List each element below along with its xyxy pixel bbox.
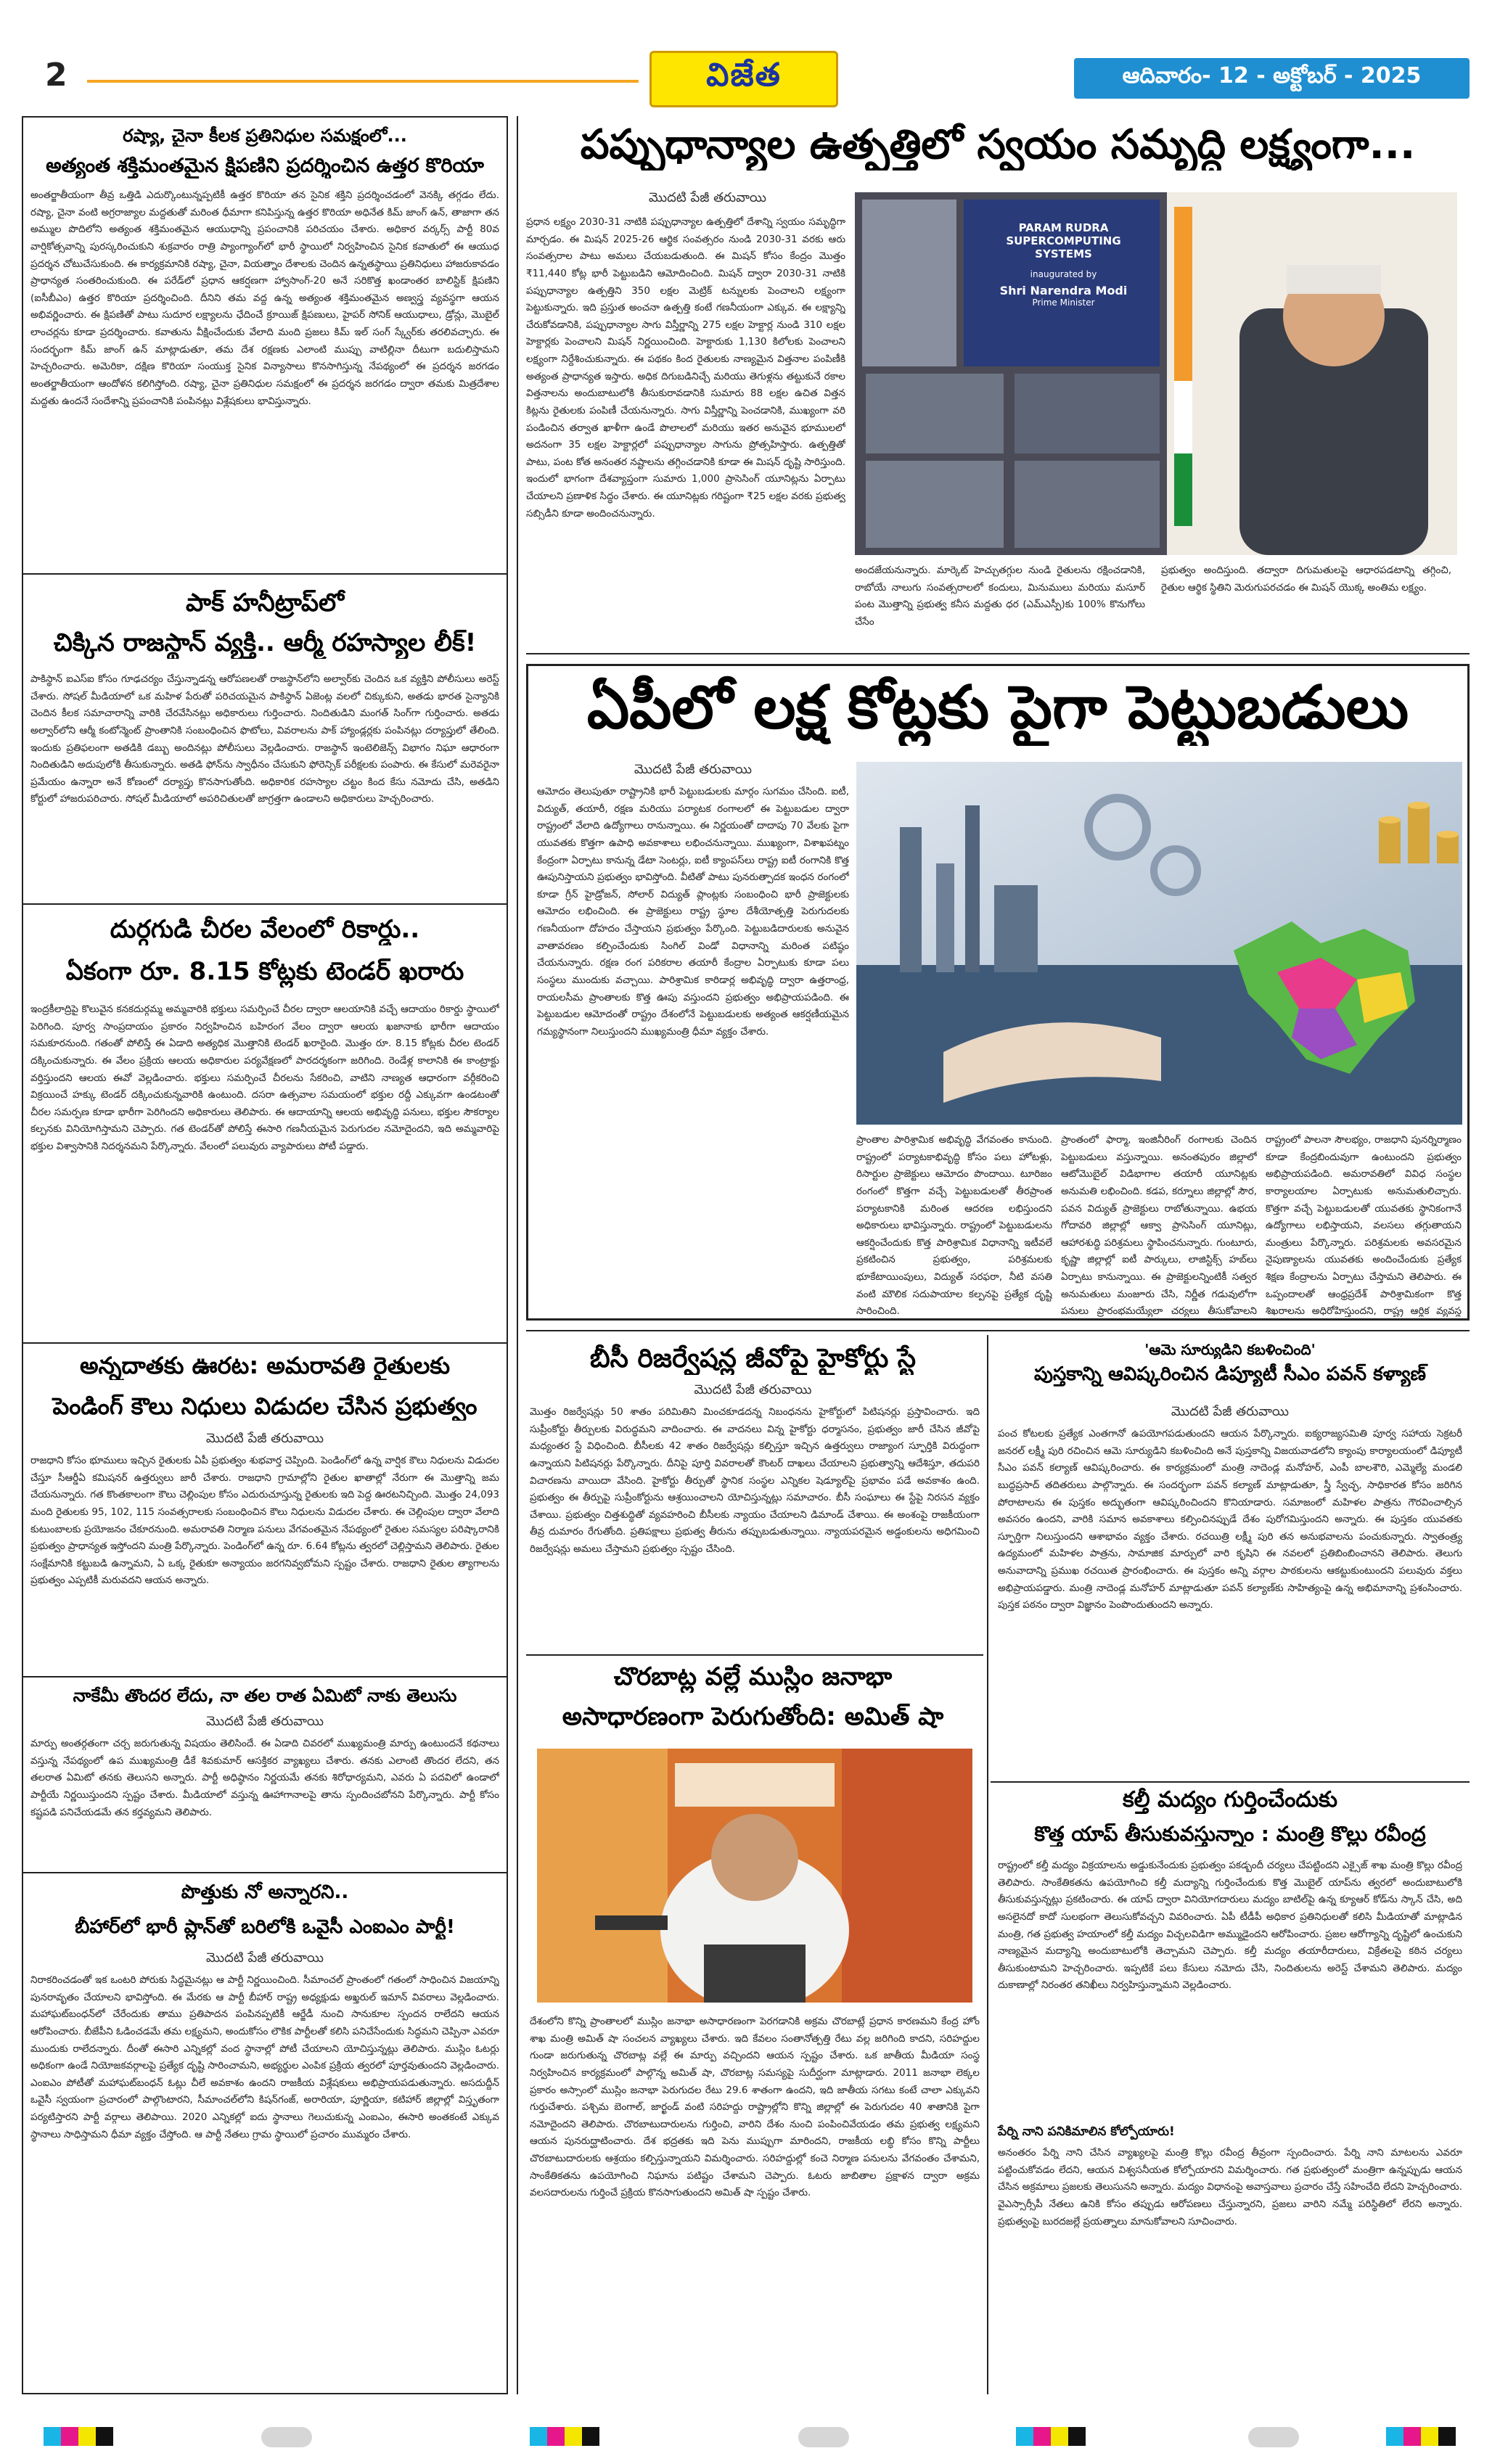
article-body: నిరాకరించడంతో ఇక ఒంటరి పోరుకు సిద్ధమైనట్లు ఆ పార్టీ నిర్ణయించింది. సీమాంచల్ ప్రాంతంలో గతంలో సాధించిన విజయాన్ని పునరావృతం చేయాలని భావిస్తోంది. ఈ మేరకు ఆ పార్టీ బీహార్ రాష్ట్ర అధ్యక్షుడు అఖ్తరుల్ ఇమాన్ వివరాలు వెల్లడించారు. మహాఘట్‌బంధన్‌లో చేరేందుకు తాము ప్రతిపాదన పంపినప్పటికీ ఆర్జేడీ నుంచి సానుకూల స్పందన రాలేదని ఆయన ఆరోపించారు. బీజేపీని ఓడించడమే తమ లక్ష్యమని, అందుకోసం లౌకిక పార్టీలతో కలిసి పనిచేసేందుకు సిద్ధమని చెప్పినా ఎవరూ ముందుకు రాలేదన్నారు. దీంతో ఈసారి ఎన్నికల్లో వంద స్థానాల్లో పోటీ చేయాలని యోచిస్తున్నట్లు తెలిపారు. ముస్లిం ఓటర్లు అధికంగా ఉండే నియోజకవర్గాలపై ప్రత్యేక దృష్టి సారించామని, అభ్యర్థుల ఎంపిక ప్రక్రియ త్వరలో పూర్తవుతుందని వెల్లడించారు. ఎంఐఎం పోటీతో మహాఘట్‌బంధన్ ఓట్లు చీలే అవకాశం ఉందని రాజకీయ విశ్లేషకులు అభిప్రాయపడుతున్నారు. అసదుద్దీన్ ఒవైసీ స్వయంగా ప్రచారంలో పాల్గొంటారని, సీమాంచల్‌లోని కిషన్‌గంజ్, అరారియా, పూర్ణియా, కటిహార్ జిల్లాల్లో విస్తృతంగా పర్యటిస్తారని పార్టీ వర్గాలు తెలిపాయి. 2020 ఎన్నికల్లో ఐదు స్థానాలు గెలుచుకున్న ఎంఐఎం, ఈసారి అంతకంటే ఎక్కువ స్థానాలు సాధిస్తామని ధీమా వ్యక్తం చేస్తోంది. ఆ పార్టీ నేతలు గ్రామ స్థాయిలో ప్రచారం ముమ్మరం చేశారు. xyxy=(30,1974,499,2140)
article-body: మొత్తం రిజర్వేషన్లు 50 శాతం పరిమితిని మించకూడదన్న నిబంధనను హైకోర్టులో పిటిషనర్లు ప్రస్తావించారు. ఇది సుప్రీంకోర్టు తీర్పులకు విరుద్ధమని వాదించారు. ఈ వాదనలు విన్న హైకోర్టు ధర్మాసనం, ప్రభుత్వం జారీ చేసిన జీవోపై మధ్యంతర స్టే విధించింది. బీసీలకు 42 శాతం రిజర్వేషన్లు కల్పిస్తూ ఇచ్చిన ఉత్తర్వులు రాజ్యాంగ స్ఫూర్తికి విరుద్ధంగా ఉన్నాయని పిటిషనర్లు పేర్కొన్నారు. దీనిపై పూర్తి వివరాలతో కౌంటర్ దాఖలు చేయాలని ప్రభుత్వాన్ని ఆదేశిస్తూ, తదుపరి విచారణను వాయిదా వేసింది. హైకోర్టు తీర్పుతో స్థానిక సంస్థల ఎన్నికల షెడ్యూల్‌పై ప్రభావం పడే అవకాశం ఉంది. ప్రభుత్వం ఈ తీర్పుపై సుప్రీంకోర్టును ఆశ్రయించాలని యోచిస్తున్నట్లు సమాచారం. బీసీ సంఘాలు ఈ స్టేపై నిరసన వ్యక్తం చేశాయి. ప్రభుత్వం చిత్తశుద్ధితో వ్యవహరించి బీసీలకు న్యాయం చేయాలని డిమాండ్ చేశాయి. ఈ అంశంపై రాజకీయంగా తీవ్ర దుమారం రేగుతోంది. ప్రతిపక్షాలు ప్రభుత్వ తీరును తప్పుబడుతున్నాయి. న్యాయపరమైన అడ్డంకులను అధిగమించి రిజర్వేషన్లు అమలు చేస్తామని ప్రభుత్వం స్పష్టం చేసింది. xyxy=(530,1406,980,1555)
article-divider xyxy=(526,1654,983,1656)
headline[interactable]: అసాధారణంగా పెరుగుతోంది: అమిత్ షా xyxy=(562,1702,944,1731)
kicker: రష్యా, చైనా కీలక ప్రతినిధుల సమక్షంలో... xyxy=(123,126,407,146)
byline: మొదటి పేజీ తరువాయి xyxy=(205,1950,324,1966)
amit-shah-illustration xyxy=(537,1749,972,2003)
byline: మొదటి పేజీ తరువాయి xyxy=(1171,1404,1290,1419)
article-divider xyxy=(991,1781,1470,1783)
byline: మొదటి పేజీ తరువాయి xyxy=(205,1431,324,1446)
article-body: రాష్ట్రంలో పాలనా సౌలభ్యం, రాజధాని పునర్నిర్మాణం కూడా కేంద్రబిందువుగా ఉంటుందని ప్రభుత్వం అభిప్రాయపడింది. అమరావతిలో వివిధ సంస్థల కార్యాలయాల ఏర్పాటుకు అనుమతులిచ్చారు. కొత్తగా వచ్చే పెట్టుబడులతో యువతకు స్థానికంగానే ఉద్యోగాలు లభిస్తాయని, వలసలు తగ్గుతాయని మంత్రులు పేర్కొన్నారు. పరిశ్రమలకు అవసరమైన నైపుణ్యాలను యువతకు అందించేందుకు ప్రత్యేక శిక్షణ కేంద్రాలను ఏర్పాటు చేస్తామని తెలిపారు. ఈ ఒప్పందాలతో ఆంధ్రప్రదేశ్ పారిశ్రామికంగా కొత్త శిఖరాలను అధిరోహిస్తుందని, రాష్ట్ర ఆర్థిక వ్యవస్థ xyxy=(1266,1134,1462,1317)
headline[interactable]: పాక్ హనీట్రాప్‌లో xyxy=(185,588,345,617)
article-body: అందజేయనున్నారు. మార్కెట్ హెచ్చుతగ్గుల నుండి రైతులను రక్షించడానికి, రాబోయే నాలుగు సంవత్సరాలలో కందులు, మినుములు మరియు మసూర్ పంట మొత్తాన్ని ప్రభుత్వ కనీస మద్దతు ధర (ఎమ్ఎస్పీ)కు 100% కొనుగోలు చేసేం xyxy=(855,564,1145,628)
color-registration-bar xyxy=(530,2427,599,2446)
color-registration-bar xyxy=(1386,2427,1456,2446)
byline: మొదటి పేజీ తరువాయి xyxy=(648,190,767,205)
article-body: ఇంద్రకీలాద్రిపై కొలువైన కనకదుర్గమ్మ అమ్మవారికి భక్తులు సమర్పించే చీరల ద్వారా ఆలయానికి వచ్చే ఆదాయం రికార్డు స్థాయిలో పెరిగింది. పూర్వ సాంప్రదాయం ప్రకారం నిర్వహించిన బహిరంగ వేలం ద్వారా ఆలయ ఖజానాకు భారీగా ఆదాయం సమకూరనుంది. గతంతో పోలిస్తే ఈ ఏడాది అత్యధిక మొత్తానికి టెండర్ ఖరారైంది. మొత్తం రూ. 8.15 కోట్లకు చీరల టెండర్ దక్కించుకున్నారు. ఈ వేలం ప్రక్రియ ఆలయ అధికారుల పర్యవేక్షణలో పారదర్శకంగా జరిగింది. రెండేళ్ల కాలానికి ఈ కాంట్రాక్టు వర్తిస్తుందని ఆలయ ఈవో వెల్లడించారు. భక్తులు సమర్పించే చీరలను సేకరించి, వాటిని నాణ్యత ఆధారంగా వర్గీకరించి విక్రయించే హక్కు టెండర్ దక్కించుకున్నవారికి ఉంటుంది. దసరా ఉత్సవాల సమయంలో భక్తుల రద్దీ ఎక్కువగా ఉండటంతో చీరల సమర్పణ కూడా భారీగా పెరిగిందని అధికారులు తెలిపారు. ఈ ఆదాయాన్ని ఆలయ అభివృద్ధి పనులు, భక్తుల సౌకర్యాల కల్పనకు వినియోగిస్తామని చెప్పారు. గత టెండర్‌తో పోలిస్తే ఈసారి గణనీయమైన పెరుగుదల నమోదైందని, ఇది అమ్మవారిపై భక్తుల విశ్వాసానికి నిదర్శనమని పేర్కొన్నారు. వేలంలో పలువురు వ్యాపారులు పోటీ పడ్డారు. xyxy=(30,1003,499,1152)
headline[interactable]: చిక్కిన రాజస్థాన్ వ్యక్తి.. ఆర్మీ రహస్యాల లీక్! xyxy=(53,628,477,657)
article-body: ఆమోదం తెలుపుతూ రాష్ట్రానికి భారీ పెట్టుబడులకు మార్గం సుగమం చేసింది. ఐటీ, విద్యుత్, తయారీ, రక్షణ మరియు పర్యాటక రంగాలలో ఈ పెట్టుబడుల ద్వారా రాష్ట్రంలో వేలాది ఉద్యోగాలు రానున్నాయి. ఈ నిర్ణయంతో దాదాపు 70 వేలకు పైగా యువతకు కొత్తగా ఉపాధి అవకాశాలు లభించనున్నాయి. ముఖ్యంగా, విశాఖపట్నం కేంద్రంగా ఏర్పాటు కానున్న డేటా సెంటర్లు, ఐటీ క్యాంపస్‌లు రాష్ట్ర ఐటీ రంగానికి కొత్త ఊపునిస్తాయని ప్రభుత్వం భావిస్తోంది. వీటితో పాటు పునరుత్పాదక ఇంధన రంగంలో కూడా గ్రీన్ హైడ్రోజన్, సోలార్ విద్యుత్ ప్లాంట్లకు సంబంధించి భారీ ప్రాజెక్టులకు ఆమోదం లభించింది. ఈ ప్రాజెక్టులు రాష్ట్ర స్థూల దేశీయోత్పత్తి పెరుగుదలకు గణనీయంగా దోహదం చేస్తాయని ప్రభుత్వం పేర్కొంది. పెట్టుబడిదారులకు అనువైన వాతావరణం కల్పించేందుకు సింగిల్ విండో విధానాన్ని మరింత పటిష్ఠం చేయనున్నారు. రక్షణ రంగ పరికరాల తయారీ కేంద్రాల ఏర్పాటుకు కూడా పలు సంస్థలు ముందుకు వచ్చాయి. పారిశ్రామిక కారిడార్ల అభివృద్ధి ద్వారా ఉత్తరాంధ్ర, రాయలసీమ ప్రాంతాలకు కొత్త ఊపు వస్తుందని ప్రభుత్వం అభిప్రాయపడింది. ఈ పెట్టుబడుల ఆమోదంతో రాష్ట్రం దేశంలోనే పెట్టుబడులకు అత్యంత ఆకర్షణీయమైన గమ్యస్థానంగా నిలుస్తుందని ముఖ్యమంత్రి ధీమా వ్యక్తం చేశారు. xyxy=(537,786,849,1038)
header-rule-left xyxy=(87,80,639,83)
photo-banner xyxy=(982,221,1145,308)
investment-photo[interactable] xyxy=(856,762,1462,1125)
article-body: దేశంలోని కొన్ని ప్రాంతాలలో ముస్లిం జనాభా అసాధారణంగా పెరగడానికి అక్రమ చొరబాట్లే ప్రధాన కారణమని కేంద్ర హోం శాఖ మంత్రి అమిత్ షా సంచలన వ్యాఖ్యలు చేశారు. ఇది కేవలం సంతానోత్పత్తి రేటు వల్ల జరిగింది కాదని, సరిహద్దుల గుండా జరుగుతున్న చొరబాట్ల వల్లే ఈ మార్పు వచ్చిందని ఆయన స్పష్టం చేశారు. ఒక జాతీయ మీడియా సంస్థ నిర్వహించిన కార్యక్రమంలో పాల్గొన్న అమిత్ షా, చొరబాట్ల సమస్యపై సుదీర్ఘంగా మాట్లాడారు. 2011 జనాభా లెక్కల ప్రకారం అస్సాంలో ముస్లిం జనాభా పెరుగుదల రేటు 29.6 శాతంగా ఉందని, ఇది జాతీయ సగటు కంటే చాలా ఎక్కువని గుర్తుచేశారు. పశ్చిమ బెంగాల్, జార్ఖండ్ వంటి సరిహద్దు రాష్ట్రాల్లోని కొన్ని జిల్లాల్లో ఈ పెరుగుదల 40 శాతానికి పైగా నమోదైందని తెలిపారు. చొరబాటుదారులను గుర్తించి, వారిని దేశం నుంచి పంపించివేయడం తమ ప్రభుత్వ లక్ష్యమని ఆయన పునరుద్ఘాటించారు. దేశ భద్రతకు ఇది పెను ముప్పుగా మారిందని, రాజకీయ లబ్ధి కోసం కొన్ని పార్టీలు చొరబాటుదారులకు ఆశ్రయం కల్పిస్తున్నాయని విమర్శించారు. సరిహద్దుల్లో కంచె నిర్మాణ పనులను వేగవంతం చేశామని, సాంకేతికతను ఉపయోగించి నిఘాను పటిష్టం చేశామని చెప్పారు. ఓటరు జాబితాల ప్రక్షాళన ద్వారా అక్రమ వలసదారులను గుర్తించే ప్రక్రియ కొనసాగుతుందని అమిత్ షా స్పష్టం చేశారు. xyxy=(530,2016,980,2199)
kicker: 'ఆమె సూర్యుడిని కబళించింది' xyxy=(1144,1341,1316,1358)
article-body: ప్రభుత్వం అందిస్తుంది. తద్వారా దిగుమతులపై ఆధారపడటాన్ని తగ్గించి, రైతుల ఆర్థిక స్థితిని మెరుగుపరచడం ఈ మిషన్ యొక్క అంతిమ లక్ష్యం. xyxy=(1161,564,1451,594)
article-body: మార్పు అంతర్గతంగా చర్చ జరుగుతున్న విషయం తెలిసిందే. ఈ ఏడాది చివరలో ముఖ్యమంత్రి మార్పు ఉంటుందనే కథనాలు వస్తున్న నేపథ్యంలో ఉప ముఖ్యమంత్రి డీకే శివకుమార్ ఆసక్తికర వ్యాఖ్యలు చేశారు. తనకు ఎలాంటి తొందర లేదని, తన తలరాత ఏమిటో తనకు తెలుసని అన్నారు. పార్టీ అధిష్ఠానం నిర్ణయమే తనకు శిరోధార్యమని, ఎవరు ఏ పదవిలో ఉండాలో పార్టీయే నిర్ణయిస్తుందని స్పష్టం చేశారు. మీడియాలో వస్తున్న ఊహాగానాలపై తాను స్పందించబోనని పేర్కొన్నారు. పార్టీ కోసం కష్టపడి పనిచేయడమే తన కర్తవ్యమని తెలిపారు. xyxy=(30,1738,499,1818)
issue-date: ఆదివారం- 12 - అక్టోబర్ - 2025 xyxy=(1074,58,1470,99)
kicker: పొత్తుకు నో అన్నారని.. xyxy=(181,1881,349,1903)
masthead-logo[interactable] xyxy=(649,51,838,107)
registration-pill xyxy=(1248,2427,1299,2447)
headline[interactable]: చొరబాట్ల వల్లే ముస్లిం జనాభా xyxy=(613,1662,893,1691)
sub-kicker: పేర్ని నాని పనికిమాలిన కోల్పోయారు! xyxy=(998,2124,1175,2139)
article-body: రాష్ట్రంలో కల్తీ మద్యం విక్రయాలను అడ్డుకునేందుకు ప్రభుత్వం పకడ్బందీ చర్యలు చేపట్టిందని ఎక్సైజ్ శాఖ మంత్రి కొల్లు రవీంద్ర తెలిపారు. సాంకేతికతను ఉపయోగించి కల్తీ మద్యాన్ని గుర్తించేందుకు కొత్త మొబైల్ యాప్‌ను త్వరలో అందుబాటులోకి తీసుకువస్తున్నట్లు ప్రకటించారు. ఈ యాప్ ద్వారా వినియోగదారులు మద్యం బాటిల్‌పై ఉన్న క్యూఆర్ కోడ్‌ను స్కాన్ చేసి, అది అసలైనదో కాదో సులభంగా తెలుసుకోవచ్చని వివరించారు. ఏపీ టీడీపీ అధికార ప్రతినిధులతో కలిసి మీడియాతో మాట్లాడిన మంత్రి, గత ప్రభుత్వ హయాంలో కల్తీ మద్యం విచ్చలవిడిగా అమ్ముడైందని ఆరోపించారు. ప్రజల ఆరోగ్యాన్ని దృష్టిలో ఉంచుకుని నాణ్యమైన మద్యాన్ని అందుబాటులోకి తెచ్చామని చెప్పారు. కల్తీ మద్యం తయారీదారులు, విక్రేతలపై కఠిన చర్యలు తీసుకుంటామని హెచ్చరించారు. ఇప్పటికే పలు కేసులు నమోదు చేసి, నిందితులను అరెస్ట్ చేశామని తెలిపారు. మద్యం దుకాణాల్లో నిరంతర తనిఖీలు నిర్వహిస్తున్నామని వెల్లడించారు. xyxy=(998,1860,1462,1992)
byline: మొదటి పేజీ తరువాయి xyxy=(634,762,753,777)
column-divider xyxy=(517,116,518,2394)
headline[interactable]: కల్తీ మద్యం గుర్తించేందుకు xyxy=(1122,1787,1338,1812)
article-divider xyxy=(22,1342,508,1344)
section-divider xyxy=(526,1330,1470,1331)
color-registration-bar xyxy=(44,2427,113,2446)
pm-photo-illustration xyxy=(855,192,1457,555)
headline[interactable]: అన్నదాతకు ఊరట: అమరావతి రైతులకు xyxy=(79,1352,451,1379)
headline[interactable]: పెండింగ్ కౌలు నిధులు విడుదల చేసిన ప్రభుత్వం xyxy=(52,1392,478,1420)
article-divider xyxy=(22,573,508,575)
article-body: ప్రాంతంలో ఫార్మా, ఇంజినీరింగ్ రంగాలకు చెందిన పెట్టుబడులు వస్తున్నాయి. అనంతపురం జిల్లాలో ఆటోమొబైల్ విడిభాగాల తయారీ యూనిట్లకు అనుమతి లభించింది. కడప, కర్నూలు జిల్లాల్లో సౌర, పవన విద్యుత్ ప్రాజెక్టులు రాబోతున్నాయి. ఉభయ గోదావరి జిల్లాల్లో ఆక్వా ప్రాసెసింగ్ యూనిట్లు, ఆహారశుద్ధి పరిశ్రమలు స్థాపించనున్నారు. గుంటూరు, కృష్ణా జిల్లాల్లో ఐటీ పార్కులు, లాజిస్టిక్స్ హబ్‌లు ఏర్పాటు కానున్నాయి. ఈ ప్రాజెక్టులన్నింటికీ సత్వర అనుమతులు మంజూరు చేసి, నిర్ణీత గడువులోగా పనులు ప్రారంభమయ్యేలా చర్యలు తీసుకోవాలని xyxy=(1061,1134,1257,1317)
headline[interactable]: నాకేమీ తొందర లేదు, నా తల రాత ఏమిటో నాకు తెలుసు xyxy=(73,1685,457,1706)
masthead-text: విజేత xyxy=(706,57,782,94)
investment-illustration xyxy=(856,762,1462,1125)
photo-banner-role: Prime Minister xyxy=(1032,297,1095,308)
column-divider xyxy=(987,1335,988,2394)
headline[interactable]: పుస్తకాన్ని ఆవిష్కరించిన డిప్యూటీ సీఎం పవన్ కళ్యాణ్ xyxy=(1034,1363,1426,1385)
photo-banner-title: PARAM RUDRA SUPERCOMPUTING SYSTEMS xyxy=(1006,221,1121,260)
headline[interactable]: బీసీ రిజర్వేషన్ల జీవోపై హైకోర్టు స్టే xyxy=(589,1344,917,1373)
article-body: ప్రాంతాల పారిశ్రామిక అభివృద్ధి వేగవంతం కానుంది. రాష్ట్రంలో పర్యాటకాభివృద్ధి కోసం పలు హోటళ్లు, రిసార్టుల ప్రాజెక్టులు ఆమోదం పొందాయి. టూరిజం రంగంలో కొత్తగా వచ్చే పెట్టుబడులతో తీరప్రాంత పర్యాటకానికి మరింత ఆదరణ లభిస్తుందని అధికారులు భావిస్తున్నారు. రాష్ట్రంలో పెట్టుబడులను ఆకర్షించేందుకు కొత్త పారిశ్రామిక విధానాన్ని ఇటీవలే ప్రకటించిన ప్రభుత్వం, పరిశ్రమలకు భూకేటాయింపులు, విద్యుత్ సరఫరా, నీటి వసతి వంటి మౌలిక సదుపాయాల కల్పనపై ప్రత్యేక దృష్టి సారించింది. xyxy=(856,1134,1052,1317)
byline: మొదటి పేజీ తరువాయి xyxy=(205,1714,324,1729)
pm-event-photo[interactable] xyxy=(855,192,1457,555)
page-number: 2 xyxy=(45,57,67,94)
article-divider xyxy=(22,1676,508,1677)
article-body: అంతర్జాతీయంగా తీవ్ర ఒత్తిడి ఎదుర్కొంటున్నప్పటికీ ఉత్తర కొరియా తన సైనిక శక్తిని ప్రదర్శించడంలో వెనక్కి తగ్గడం లేదు. రష్యా, చైనా వంటి అగ్రరాజ్యాల మద్దతుతో మరింత ధీమాగా కనిపిస్తున్న ఉత్తర కొరియా అధినేత కిమ్ జాంగ్ ఉన్, తాజాగా తన అమ్ముల పొదిలోని అత్యంత శక్తిమంతమైన ఆయుధాన్ని ప్రపంచానికి పరిచయం చేశారు. అధికార వర్కర్స్ పార్టీ 80వ వార్షికోత్సవాన్ని పురస్కరించుకుని శుక్రవారం రాత్రి ప్యాంగ్యాంగ్‌లో భారీ స్థాయిలో నిర్వహించిన సైనిక కవాతులో ఈ ఆయుధ ప్రదర్శన చోటుచేసుకుంది. ఈ కార్యక్రమానికి రష్యా, చైనా, వియత్నాం దేశాలకు చెందిన ఉన్నతస్థాయి ప్రతినిధులు హాజరుకావడం ప్రాధాన్యత సంతరించుకుంది. ఈ పరేడ్‌లో ప్రధాన ఆకర్షణగా హ్వాసాంగ్-20 అనే సరికొత్త ఖండాంతర బాలిస్టిక్ క్షిపణిని (ఐసీబీఎం) ఉత్తర కొరియా ప్రదర్శించింది. దీనిని తమ వద్ద ఉన్న అత్యంత శక్తిమంతమైన అణ్వస్త్ర వ్యవస్థగా ఆయన అభివర్ణించారు. ఈ క్షిపణితో పాటు సుదూర లక్ష్యాలను ఛేదించే క్రూయిజ్ క్షిపణులు, హైపర్ సోనిక్ ఆయుధాలు, డ్రోన్లు, మొబైల్ లాంచర్లను కూడా ప్రదర్శించారు. కవాతును వీక్షించేందుకు వేలాది మంది ప్రజలు కిమ్ ఇల్ సంగ్ స్క్వేర్‌కు తరలివచ్చారు. ఈ సందర్భంగా కిమ్ జాంగ్ ఉన్ మాట్లాడుతూ, తమ దేశ రక్షణకు ఎలాంటి ముప్పు వాటిల్లినా దీటుగా బదులిస్తామని హెచ్చరించారు. అమెరికా, దక్షిణ కొరియా సంయుక్త సైనిక విన్యాసాలు కొనసాగిస్తున్న నేపథ్యంలో ఈ ప్రదర్శన జరగడం అంతర్జాతీయంగా ఆందోళన కలిగిస్తోంది. రష్యా, చైనా ప్రతినిధుల సమక్షంలో ఈ ప్రదర్శన జరగడం ద్వారా తమకు మిత్రదేశాల మద్దతు ఉందనే సందేశాన్ని ప్రపంచానికి పంపినట్లు విశ్లేషకులు భావిస్తున్నారు. xyxy=(30,189,499,407)
headline[interactable]: దుర్గగుడి చీరల వేలంలో రికార్డు.. xyxy=(110,915,420,944)
article-divider xyxy=(22,1872,508,1873)
section-divider xyxy=(526,653,1470,654)
byline: మొదటి పేజీ తరువాయి xyxy=(694,1382,812,1397)
article-body: రాజధాని కోసం భూములు ఇచ్చిన రైతులకు ఏపీ ప్రభుత్వం శుభవార్త చెప్పింది. పెండింగ్‌లో ఉన్న వార్షిక కౌలు నిధులను విడుదల చేస్తూ సీఆర్డీఏ కమిషనర్ ఉత్తర్వులు జారీ చేశారు. రాజధాని గ్రామాల్లోని రైతుల ఖాతాల్లో నేరుగా ఈ మొత్తాన్ని జమ చేయనున్నారు. గత కొంతకాలంగా కౌలు చెల్లింపుల కోసం ఎదురుచూస్తున్న రైతులకు ఇది పెద్ద ఊరటనిచ్చింది. మొత్తం 24,093 మంది రైతులకు 95, 102, 115 సంవత్సరాలకు సంబంధించిన కౌలు నిధులను విడుదల చేశారు. ఈ చెల్లింపుల ద్వారా వేలాది కుటుంబాలకు ప్రయోజనం చేకూరనుంది. అమరావతి నిర్మాణ పనులు వేగవంతమైన నేపథ్యంలో రైతుల సమస్యల పరిష్కారానికి ప్రభుత్వం ప్రాధాన్యత ఇస్తోందని మంత్రి పేర్కొన్నారు. పెండింగ్‌లో ఉన్న రూ. 6.64 కోట్లను త్వరలో చెల్లిస్తామని తెలిపారు. రైతుల సంక్షేమానికి కట్టుబడి ఉన్నామని, ఏ ఒక్క రైతుకూ అన్యాయం జరగనివ్వబోమని స్పష్టం చేశారు. రాజధాని రైతుల త్యాగాలను ప్రభుత్వం ఎప్పటికీ మరువదని ఆయన అన్నారు. xyxy=(30,1455,499,1587)
headline[interactable]: కొత్త యాప్ తీసుకువస్తున్నాం : మంత్రి కొల్లు రవీంద్ర xyxy=(1034,1822,1426,1846)
article-body: ప్రధాన లక్ష్యం 2030-31 నాటికి పప్పుధాన్యాల ఉత్పత్తిలో దేశాన్ని స్వయం సమృద్ధిగా మార్చడం. ఈ మిషన్ 2025-26 ఆర్థిక సంవత్సరం నుండి 2030-31 వరకు ఆరు సంవత్సరాల పాటు అమలు చేయబడుతుంది. ఈ మిషన్ కోసం కేంద్రం మొత్తం ₹11,440 కోట్ల భారీ పెట్టుబడిని ఆమోదించింది. మిషన్ ద్వారా 2030-31 నాటికి పప్పుధాన్యాల ఉత్పత్తిని 350 లక్షల మెట్రిక్ టన్నులకు పెంచాలని లక్ష్యంగా పెట్టుకున్నారు. ఇది ప్రస్తుత అంచనా ఉత్పత్తి కంటే గణనీయంగా ఎక్కువ. ఈ లక్ష్యాన్ని చేరుకోవడానికి, పప్పుధాన్యాల సాగు విస్తీర్ణాన్ని 275 లక్షల హెక్టార్ల నుండి 310 లక్షల హెక్టార్లకు పెంచాలని మిషన్ నిర్ణయించింది. హెక్టారుకు 1,130 కిలోలకు పెంచాలని లక్ష్యంగా నిర్దేశించుకున్నారు. ఈ పథకం కింద రైతులకు నాణ్యమైన విత్తనాల పంపిణీకి అత్యంత ప్రాధాన్యత ఇస్తారు. అధిక దిగుబడినిచ్చే మరియు తెగుళ్లను తట్టుకునే రకాల విత్తనాలను అందుబాటులోకి తీసుకురావడానికి సుమారు 88 లక్షల ఉచిత విత్తన కిట్లను రైతులకు పంపిణీ చేయనున్నారు. సాగు విస్తీర్ణాన్ని పెంచడానికి, ముఖ్యంగా వరి పండించిన తర్వాత ఖాళీగా ఉండే పొలాలలో మరియు ఇతర అనువైన భూములలో అదనంగా 35 లక్షల హెక్టార్లలో పప్పుధాన్యాల సాగును ప్రోత్సహిస్తారు. ఉత్పత్తితో పాటు, పంట కోత అనంతర నష్టాలను తగ్గించడానికి కూడా ఈ మిషన్ దృష్టి సారిస్తుంది. ఇందులో భాగంగా దేశవ్యాప్తంగా సుమారు 1,000 ప్రాసెసింగ్ యూనిట్లను ఏర్పాటు చేయాలని ప్రణాళిక సిద్ధం చేశారు. ఈ యూనిట్లకు గరిష్టంగా ₹25 లక్షల వరకు ప్రభుత్వ సబ్సిడీని కూడా అందించనున్నారు. xyxy=(526,216,845,520)
headline[interactable]: ఏపీలో లక్ష కోట్లకు పైగా పెట్టుబడులు xyxy=(586,673,1409,742)
amit-shah-photo[interactable] xyxy=(537,1749,972,2003)
headline[interactable]: పప్పుధాన్యాల ఉత్పత్తిలో స్వయం సమృద్ధి లక్ష్యంగా... xyxy=(580,121,1416,168)
registration-pill xyxy=(261,2427,312,2447)
color-registration-bar xyxy=(1016,2427,1086,2446)
photo-banner-sub: inaugurated by xyxy=(1030,269,1097,279)
photo-banner-name: Shri Narendra Modi xyxy=(999,284,1128,297)
article-divider xyxy=(22,903,508,905)
headline[interactable]: ఏకంగా రూ. 8.15 కోట్లకు టెండర్ ఖరారు xyxy=(65,957,464,986)
article-body: పంచ కోటలకు ప్రత్యేక ఎంతగానో ఉపయోగపడుతుందని ఆయన పేర్కొన్నారు. ఐక్యరాజ్యసమితి పూర్వ సహాయ సెక్రటరీ జనరల్ లక్ష్మీ పురి రచించిన ఆమె సూర్యుడిని కబళించింది అనే పుస్తకాన్ని విజయవాడలోని క్యాంపు కార్యాలయంలో డిప్యూటీ సీఎం పవన్ కల్యాణ్ ఆవిష్కరించారు. ఈ కార్యక్రమంలో మంత్రి నాదెండ్ల మనోహర్, ఎంపీ బాలశౌరి, ఎమ్మెల్యే మండలి బుద్ధప్రసాద్ తదితరులు పాల్గొన్నారు. ఈ సందర్భంగా పవన్ కల్యాణ్ మాట్లాడుతూ, స్త్రీ స్వేచ్ఛ, సాధికారత కోసం జరిగిన పోరాటాలను ఈ పుస్తకం అద్భుతంగా ఆవిష్కరించిందని కొనియాడారు. సమాజంలో మహిళల పాత్రను గౌరవించాల్సిన అవసరం ఉందని, వారికి సమాన అవకాశాలు కల్పించినప్పుడే దేశం పురోగమిస్తుందని అన్నారు. ఈ పుస్తకం యువతకు స్ఫూర్తిగా నిలుస్తుందని ఆశాభావం వ్యక్తం చేశారు. రచయిత్రి లక్ష్మీ పురి తన అనుభవాలను పంచుకున్నారు. స్వాతంత్ర్య ఉద్యమంలో మహిళల పాత్రను, సామాజిక మార్పులో వారి కృషిని ఈ నవలలో ప్రతిబింబించానని తెలిపారు. తెలుగు అనువాదాన్ని ప్రముఖ రచయిత ప్రారంభించారు. ఈ పుస్తకం అన్ని వర్గాల పాఠకులను ఆకట్టుకుంటుందని పలువురు వక్తలు అభిప్రాయపడ్డారు. మంత్రి నాదెండ్ల మనోహర్ మాట్లాడుతూ పవన్ కల్యాణ్‌కు సాహిత్యంపై ఉన్న అభిమానాన్ని ప్రశంసించారు. పుస్తక పఠనం ద్వారా విజ్ఞానం పెంపొందుతుందని అన్నారు. xyxy=(998,1428,1462,1611)
headline[interactable]: బీహార్‌లో భారీ ప్లాన్‌తో బరిలోకి ఒవైసీ ఎంఐఎం పార్టీ! xyxy=(75,1916,455,1938)
article-body: అనంతరం పేర్ని నాని చేసిన వ్యాఖ్యలపై మంత్రి కొల్లు రవీంద్ర తీవ్రంగా స్పందించారు. పేర్ని నాని మాటలను ఎవరూ పట్టించుకోవడం లేదని, ఆయన విశ్వసనీయత కోల్పోయారని విమర్శించారు. గత ప్రభుత్వంలో మంత్రిగా ఉన్నప్పుడు ఆయన చేసిన అక్రమాలు ప్రజలకు తెలుసునని అన్నారు. మద్యం విధానంపై అవాస్తవాలు ప్రచారం చేస్తే సహించేది లేదని హెచ్చరించారు. వైఎస్సార్సీపీ నేతలు ఉనికి కోసం తప్పుడు ఆరోపణలు చేస్తున్నారని, ప్రజలు వారిని నమ్మే పరిస్థితిలో లేరని అన్నారు. ప్రభుత్వంపై బురదజల్లే ప్రయత్నాలు మానుకోవాలని సూచించారు. xyxy=(998,2147,1462,2227)
headline[interactable]: అత్యంత శక్తిమంతమైన క్షిపణిని ప్రదర్శించిన ఉత్తర కొరియా xyxy=(46,155,484,177)
article-body: పాకిస్థాన్ ఐఎస్ఐ కోసం గూఢచర్యం చేస్తున్నాడన్న ఆరోపణలతో రాజస్థాన్‌లోని అల్వార్‌కు చెందిన ఒక వ్యక్తిని పోలీసులు అరెస్ట్ చేశారు. సోషల్ మీడియాలో ఒక మహిళ పేరుతో పరిచయమైన పాకిస్థాన్ ఏజెంట్ల వలలో చిక్కుకుని, అతడు భారత సైన్యానికి చెందిన కీలక సమాచారాన్ని వారికి చేరవేసినట్లు అధికారులు గుర్తించారు. నిందితుడిని మంగత్ సింగ్‌గా గుర్తించారు. అతడు అల్వార్‌లోని ఆర్మీ కంటోన్మెంట్ ప్రాంతానికి సంబంధించిన ఫొటోలు, వివరాలను పాక్ హ్యాండ్లర్లకు పంపినట్లు దర్యాప్తులో తేలింది. ఇందుకు ప్రతిఫలంగా అతడికి డబ్బు అందినట్లు పోలీసులు వెల్లడించారు. రాజస్థాన్ ఇంటెలిజెన్స్ విభాగం నిఘా ఆధారంగా నిందితుడిని అదుపులోకి తీసుకున్నారు. అతడి ఫోన్‌ను స్వాధీనం చేసుకుని ఫోరెన్సిక్ పరీక్షలకు పంపారు. ఈ కేసులో మరెవరైనా ప్రమేయం ఉన్నారా అనే కోణంలో దర్యాప్తు కొనసాగుతోంది. అధికారిక రహస్యాల చట్టం కింద కేసు నమోదు చేసి, అతడిని కోర్టులో హాజరుపరిచారు. సోషల్ మీడియాలో అపరిచితులతో జాగ్రత్తగా ఉండాలని అధికారులు హెచ్చరించారు. xyxy=(30,673,499,805)
registration-pill xyxy=(798,2427,849,2447)
